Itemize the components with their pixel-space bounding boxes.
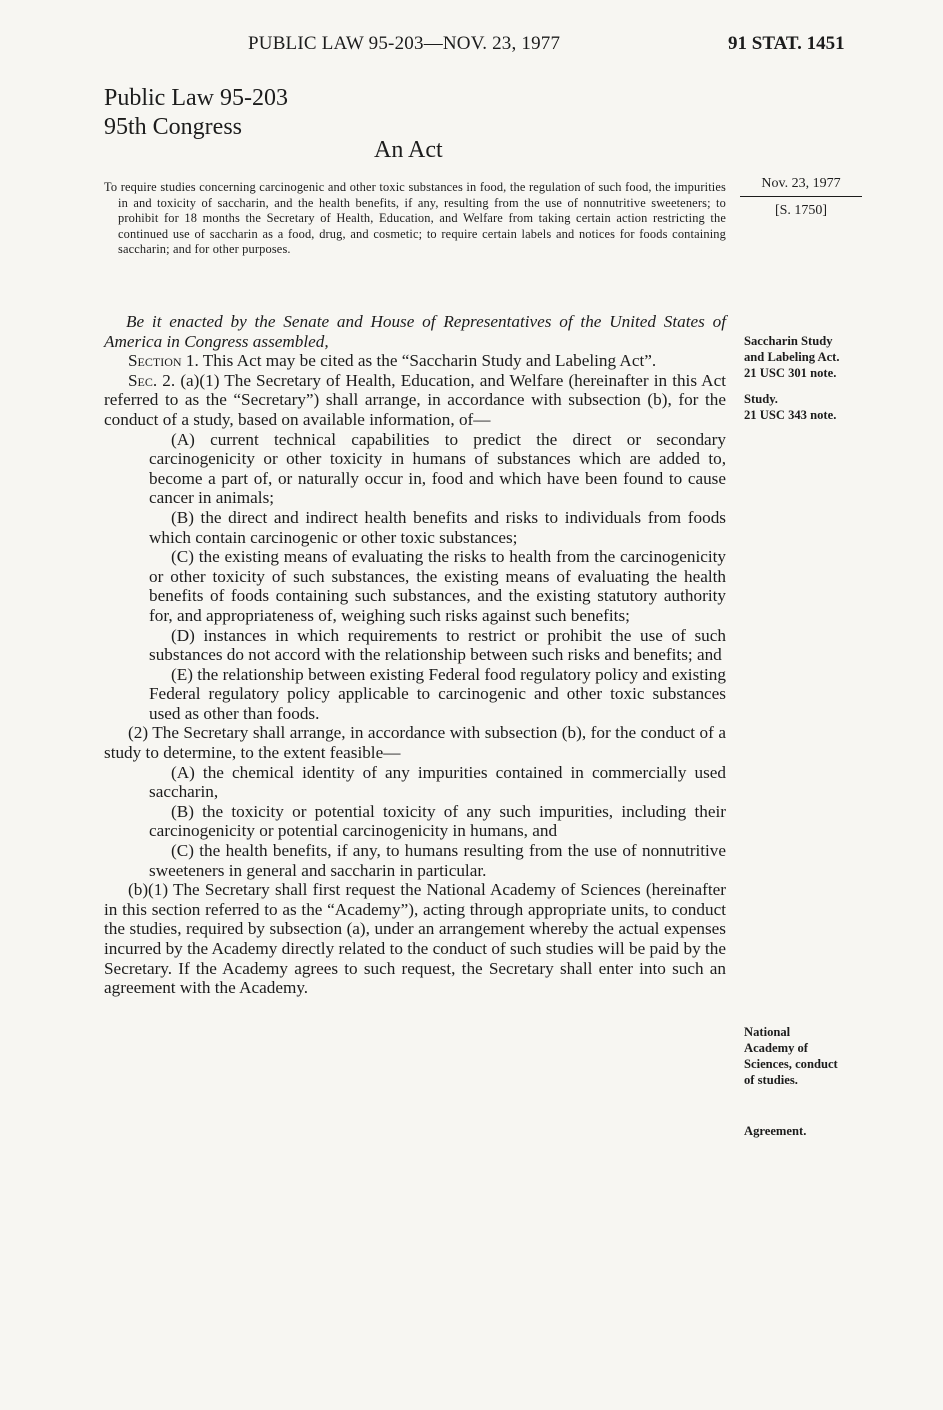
margin-short-title-line-2: and Labeling Act.: [744, 350, 840, 364]
margin-nas-line-4: of studies.: [744, 1073, 798, 1087]
paragraph-a2-B: (B) the toxicity or potential toxicity of any such impurities, including their carcinogenicity or potential carcinogenicity in humans, and: [149, 801, 726, 841]
section-1-label: Section 1.: [128, 351, 199, 371]
section-2-a1-intro: (a)(1) The Secretary of Health, Education, and Welfare (hereinafter in this Act referred to as the “Secretary”) shall arrange, in accordance with subsection (b), for the conduct of a study, based on available information, of—: [104, 370, 726, 429]
margin-nas-line-2: Academy of: [744, 1041, 809, 1055]
margin-study-label: Study.: [744, 392, 778, 406]
margin-nas-line-3: Sciences, conduct: [744, 1057, 838, 1071]
margin-short-title-line-1: Saccharin Study: [744, 334, 833, 348]
section-2-b1: (b)(1) The Secretary shall first request the National Academy of Sciences (hereinafter in this section referred to as the “Academy”), acting through appropriate units, to conduct the studies, required by subsection (a), under an arrangement whereby the actual expenses incurred by the Academy directly related to the conduct of such studies will be paid by the Secretary. If the Academy agrees to such request, the Secretary shall enter into such an agreement with the Academy.: [104, 880, 726, 998]
purpose-text: To require studies concerning carcinogenic and other toxic substances in food, the regulation of such food, the impurities in and toxicity of saccharin, and the health benefits, if any, resulting from the use of nonnutritive sweeteners; to prohibit for 18 months the Secretary of Health, Education, and Welfare from taking certain action restricting the continued use of saccharin as a food, drug, and cosmetic; to require certain labels and notices for foods containing saccharin; and for other purposes.: [104, 180, 726, 257]
purpose-clause: [104, 180, 726, 258]
paragraph-a1-C: (C) the existing means of evaluating the risks to health from the carcinogenicity or other toxicity of such substances, the existing means of evaluating the health benefits of foods containing such substances, and the existing statutory authority for, and appropriateness of, weighing such risks against such benefits;: [149, 547, 726, 625]
law-number: Public Law 95-203: [104, 85, 288, 111]
margin-note-short-title: [744, 333, 840, 381]
enacting-clause: Be it enacted by the Senate and House of Representatives of the United States of America in Congress assembled,: [104, 312, 726, 351]
enactment-date: Nov. 23, 1977: [761, 176, 841, 191]
margin-agreement-label: Agreement.: [744, 1124, 807, 1138]
bill-number: [S. 1750]: [774, 203, 828, 218]
paragraph-a1-E: (E) the relationship between existing Federal food regulatory policy and existing Federal regulatory policy applicable to carcinogenic and other toxic substances used as other than foods.: [149, 664, 726, 723]
congress-number: 95th Congress: [104, 114, 242, 140]
section-2-label: Sec. 2.: [128, 370, 176, 390]
paragraph-a1-D: (D) instances in which requirements to restrict or prohibit the use of such substances do not accord with the relationship between such risks and benefits; and: [149, 625, 726, 665]
date-note: [740, 172, 862, 222]
margin-note-nas: [744, 1024, 838, 1088]
paragraph-a1-B: (B) the direct and indirect health benefits and risks to individuals from foods which contain carcinogenic or other toxic substances;: [149, 507, 726, 547]
margin-note-study: [744, 391, 836, 423]
paragraph-a1-A: (A) current technical capabilities to predict the direct or secondary carcinogenicity or other toxicity in humans of substances which are added to, become a part of, or naturally occur in, food and which have been found to cause cancer in animals;: [149, 429, 726, 508]
margin-nas-line-1: National: [744, 1025, 791, 1039]
margin-note-agreement: [744, 1123, 806, 1139]
stat-citation: 91 STAT. 1451: [728, 33, 845, 54]
margin-short-title-cite: 21 USC 301 note.: [744, 366, 837, 380]
date-divider: [740, 196, 862, 197]
margin-study-cite: 21 USC 343 note.: [744, 408, 837, 422]
section-1: [104, 351, 726, 371]
section-2-a1: [104, 371, 726, 430]
section-1-text: This Act may be cited as the “Saccharin Study and Labeling Act”.: [202, 351, 657, 371]
paragraph-a2-A: (A) the chemical identity of any impurities contained in commercially used saccharin,: [149, 762, 726, 802]
law-title: [104, 84, 288, 142]
paragraph-a2-C: (C) the health benefits, if any, to humans resulting from the use of nonnutritive sweeteners in general and saccharin in particular.: [149, 841, 726, 880]
section-2-a2-intro: (2) The Secretary shall arrange, in accordance with subsection (b), for the conduct of a study to determine, to the extent feasible—: [104, 723, 726, 763]
running-title: PUBLIC LAW 95-203—NOV. 23, 1977: [248, 33, 561, 54]
act-body: [104, 312, 726, 998]
act-heading: An Act: [374, 137, 443, 163]
